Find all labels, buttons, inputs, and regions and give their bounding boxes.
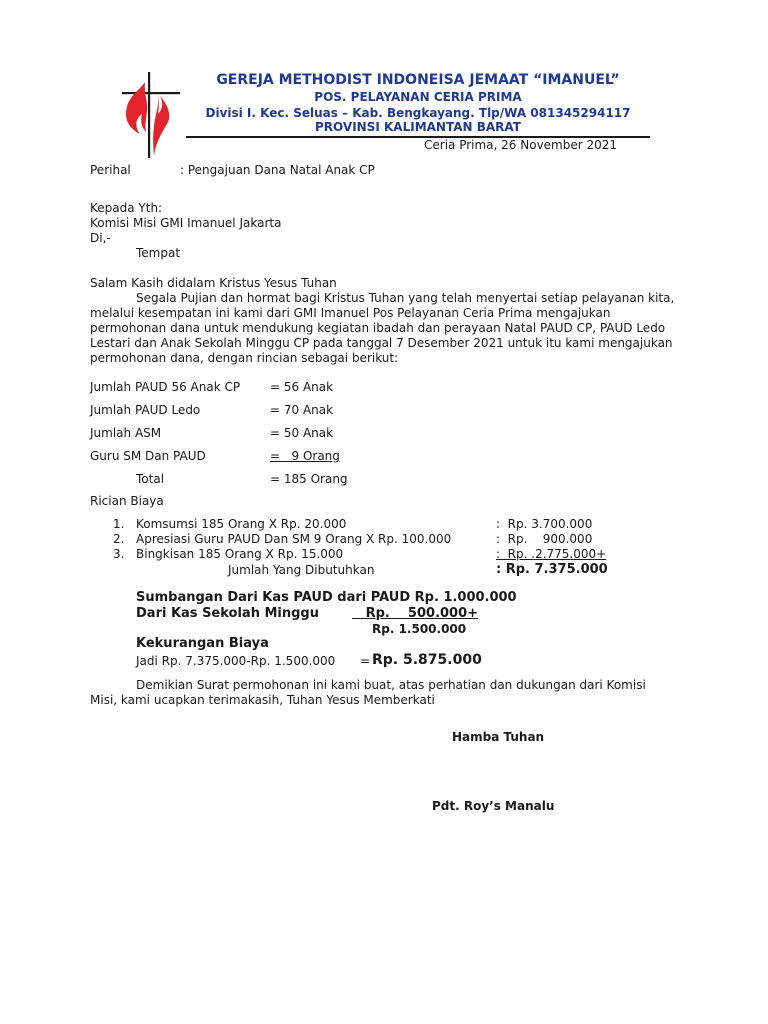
- org-province: PROVINSI KALIMANTAN BARAT: [315, 120, 521, 134]
- cost-amount: : Rp. 900.000: [496, 532, 593, 546]
- recipient-di: Di,-: [90, 231, 111, 245]
- cross-and-flame-icon: [114, 70, 184, 160]
- recipient-tempat: Tempat: [136, 246, 181, 260]
- greeting: Salam Kasih didalam Kristus Yesus Tuhan: [90, 276, 337, 290]
- count-value: = 56 Anak: [270, 380, 334, 394]
- cost-num: 1.: [113, 517, 125, 531]
- closing-line-2: Misi, kami ucapkan terimakasih, Tuhan Yesus Memberkati: [90, 693, 435, 707]
- signature-title: Hamba Tuhan: [452, 730, 545, 744]
- intro-line-1: Segala Pujian dan hormat bagi Kristus Tuhan yang telah menyertai setiap pelayanan kita,: [136, 291, 675, 305]
- cost-num: 3.: [113, 547, 125, 561]
- org-branch: POS. PELAYANAN CERIA PRIMA: [314, 90, 522, 104]
- count-value: = 50 Anak: [270, 426, 334, 440]
- recipient-name: Komisi Misi GMI Imanuel Jakarta: [90, 216, 282, 230]
- sumbangan-subtotal: Rp. 1.500.000: [372, 622, 467, 636]
- org-name: GEREJA METHODIST INDONEISA JEMAAT “IMANUEL”: [216, 72, 620, 88]
- cost-desc: Komsumsi 185 Orang X Rp. 20.000: [136, 517, 347, 531]
- jumlah-label: Jumlah Yang Dibutuhkan: [228, 563, 375, 577]
- count-label: Jumlah PAUD 56 Anak CP: [90, 380, 241, 394]
- cost-desc: Bingkisan 185 Orang X Rp. 15.000: [136, 547, 344, 561]
- letter-date: Ceria Prima, 26 November 2021: [424, 138, 618, 152]
- count-label: Jumlah ASM: [90, 426, 162, 440]
- cost-desc: Apresiasi Guru PAUD Dan SM 9 Orang X Rp. 100.000: [136, 532, 452, 546]
- count-label: Guru SM Dan PAUD: [90, 449, 206, 463]
- perihal-value: : Pengajuan Dana Natal Anak CP: [180, 163, 375, 177]
- jumlah-value: : Rp. 7.375.000: [496, 562, 608, 577]
- total-value: = 185 Orang: [270, 472, 348, 486]
- kekurangan-calc: Jadi Rp. 7.375.000-Rp. 1.500.000: [136, 654, 336, 668]
- total-label: Total: [136, 472, 165, 486]
- kekurangan-result: Rp. 5.875.000: [372, 652, 482, 668]
- closing-line-1: Demikian Surat permohonan ini kami buat, atas perhatian dan dukungan dari Komisi: [136, 678, 646, 692]
- kekurangan-title: Kekurangan Biaya: [136, 636, 269, 651]
- cost-num: 2.: [113, 532, 125, 546]
- kepada-yth: Kepada Yth:: [90, 201, 163, 215]
- signature-name: Pdt. Roy’s Manalu: [432, 799, 555, 813]
- cost-amount: : Rp. .2.775.000+: [496, 547, 607, 561]
- intro-line-4: Lestari dan Anak Sekolah Minggu CP pada tanggal 7 Desember 2021 untuk itu kami mengajukan: [90, 336, 673, 350]
- count-label: Jumlah PAUD Ledo: [90, 403, 201, 417]
- org-address: Divisi I. Kec. Seluas – Kab. Bengkayang. Tlp/WA 081345294117: [205, 106, 631, 120]
- rician-title: Rician Biaya: [90, 494, 164, 508]
- sumbangan-sm-label: Dari Kas Sekolah Minggu: [136, 606, 319, 621]
- intro-line-3: permohonan dana untuk mendukung kegiatan ibadah dan perayaan Natal PAUD CP, PAUD Ledo: [90, 321, 666, 335]
- count-value: = 70 Anak: [270, 403, 334, 417]
- intro-line-5: permohonan dana, dengan rincian sebagai berikut:: [90, 351, 399, 365]
- perihal-label: Perihal: [90, 163, 131, 177]
- cost-amount: : Rp. 3.700.000: [496, 517, 593, 531]
- sumbangan-sm-value: Rp. 500.000+: [352, 606, 479, 621]
- intro-line-2: melalui kesempatan ini kami dari GMI Imanuel Pos Pelayanan Ceria Prima mengajukan: [90, 306, 611, 320]
- sumbangan-line: Sumbangan Dari Kas PAUD dari PAUD Rp. 1.000.000: [136, 590, 517, 605]
- count-value: = 9 Orang: [270, 449, 340, 463]
- kekurangan-eq: =: [360, 654, 371, 668]
